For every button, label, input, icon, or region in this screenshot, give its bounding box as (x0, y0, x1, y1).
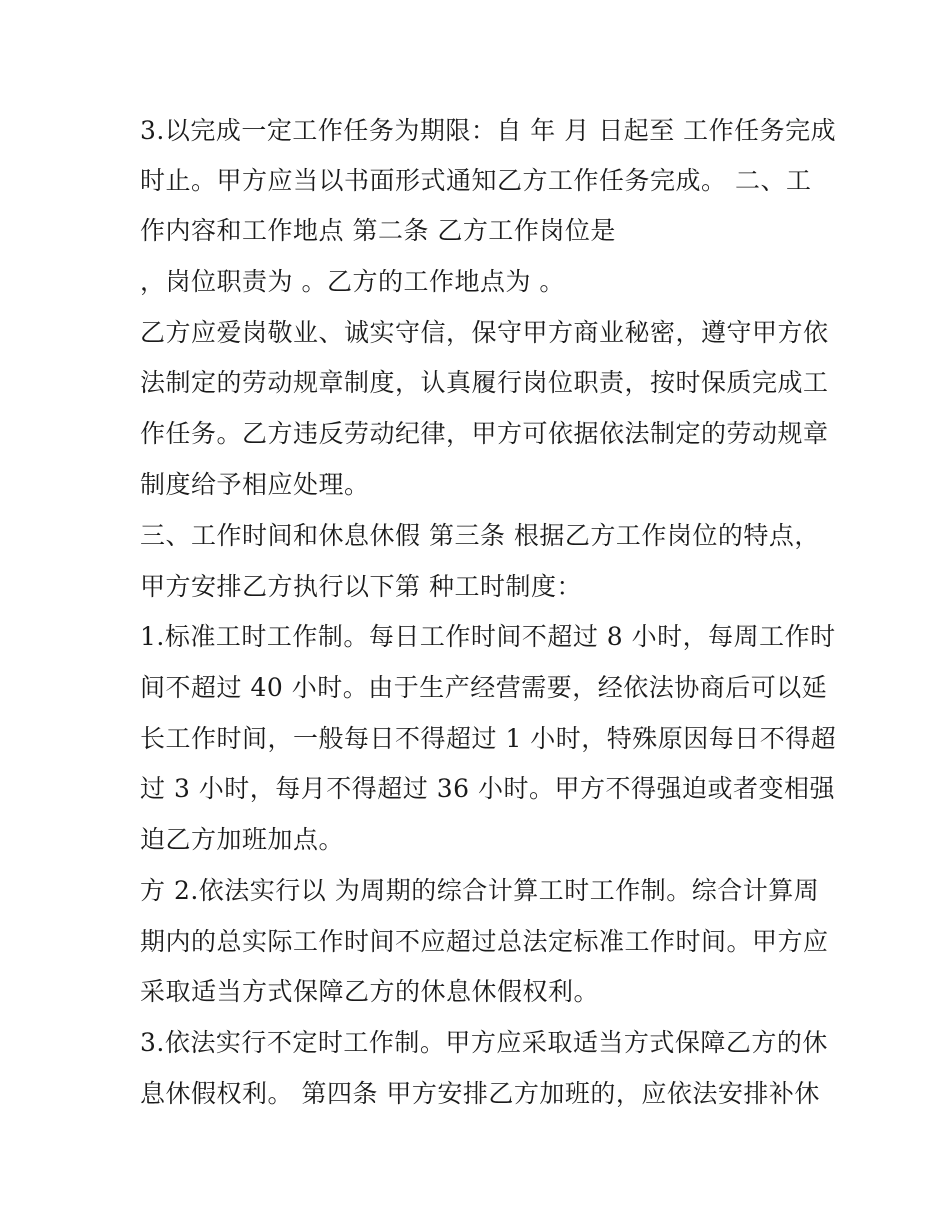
text-line: 3.以完成一定工作任务为期限：自 年 月 日起至 工作任务完成 (140, 116, 837, 145)
text-line: 3.依法实行不定时工作制。甲方应采取适当方式保障乙方的休 (140, 1028, 828, 1057)
text-line: 息休假权利。 第四条 甲方安排乙方加班的，应依法安排补休 (140, 1079, 820, 1108)
text-line: 长工作时间，一般每日不得超过 1 小时，特殊原因每日不得超 (140, 724, 837, 753)
text-line: 乙方应爱岗敬业、诚实守信，保守甲方商业秘密，遵守甲方依 (140, 318, 829, 347)
text-line: 甲方安排乙方执行以下第 种工时制度： (140, 572, 582, 601)
text-line: 采取适当方式保障乙方的休息休假权利。 (140, 977, 600, 1006)
text-line: 三、工作时间和休息休假 第三条 根据乙方工作岗位的特点， (140, 521, 820, 550)
text-line: 作任务。乙方违反劳动纪律，甲方可依据依法制定的劳动规章 (140, 419, 829, 448)
text-line: 时止。甲方应当以书面形式通知乙方工作任务完成。 二、工 (140, 166, 812, 195)
text-line: 法制定的劳动规章制度，认真履行岗位职责，按时保质完成工 (140, 368, 829, 397)
text-line: 制度给予相应处理。 (140, 470, 370, 499)
text-line: 过 3 小时，每月不得超过 36 小时。甲方不得强迫或者变相强 (140, 774, 836, 803)
text-line: 期内的总实际工作时间不应超过总法定标准工作时间。甲方应 (140, 927, 829, 956)
text-line: 迫乙方加班加点。 (140, 825, 345, 854)
text-line: 1.标准工时工作制。每日工作时间不超过 8 小时，每周工作时 (140, 622, 836, 651)
text-line: ，岗位职责为 。乙方的工作地点为 。 (140, 267, 565, 296)
text-line: 作内容和工作地点 第二条 乙方工作岗位是 (140, 216, 616, 245)
text-line: 方 2.依法实行以 为周期的综合计算工时工作制。综合计算周 (140, 876, 820, 905)
text-line: 间不超过 40 小时。由于生产经营需要，经依法协商后可以延 (140, 673, 828, 702)
